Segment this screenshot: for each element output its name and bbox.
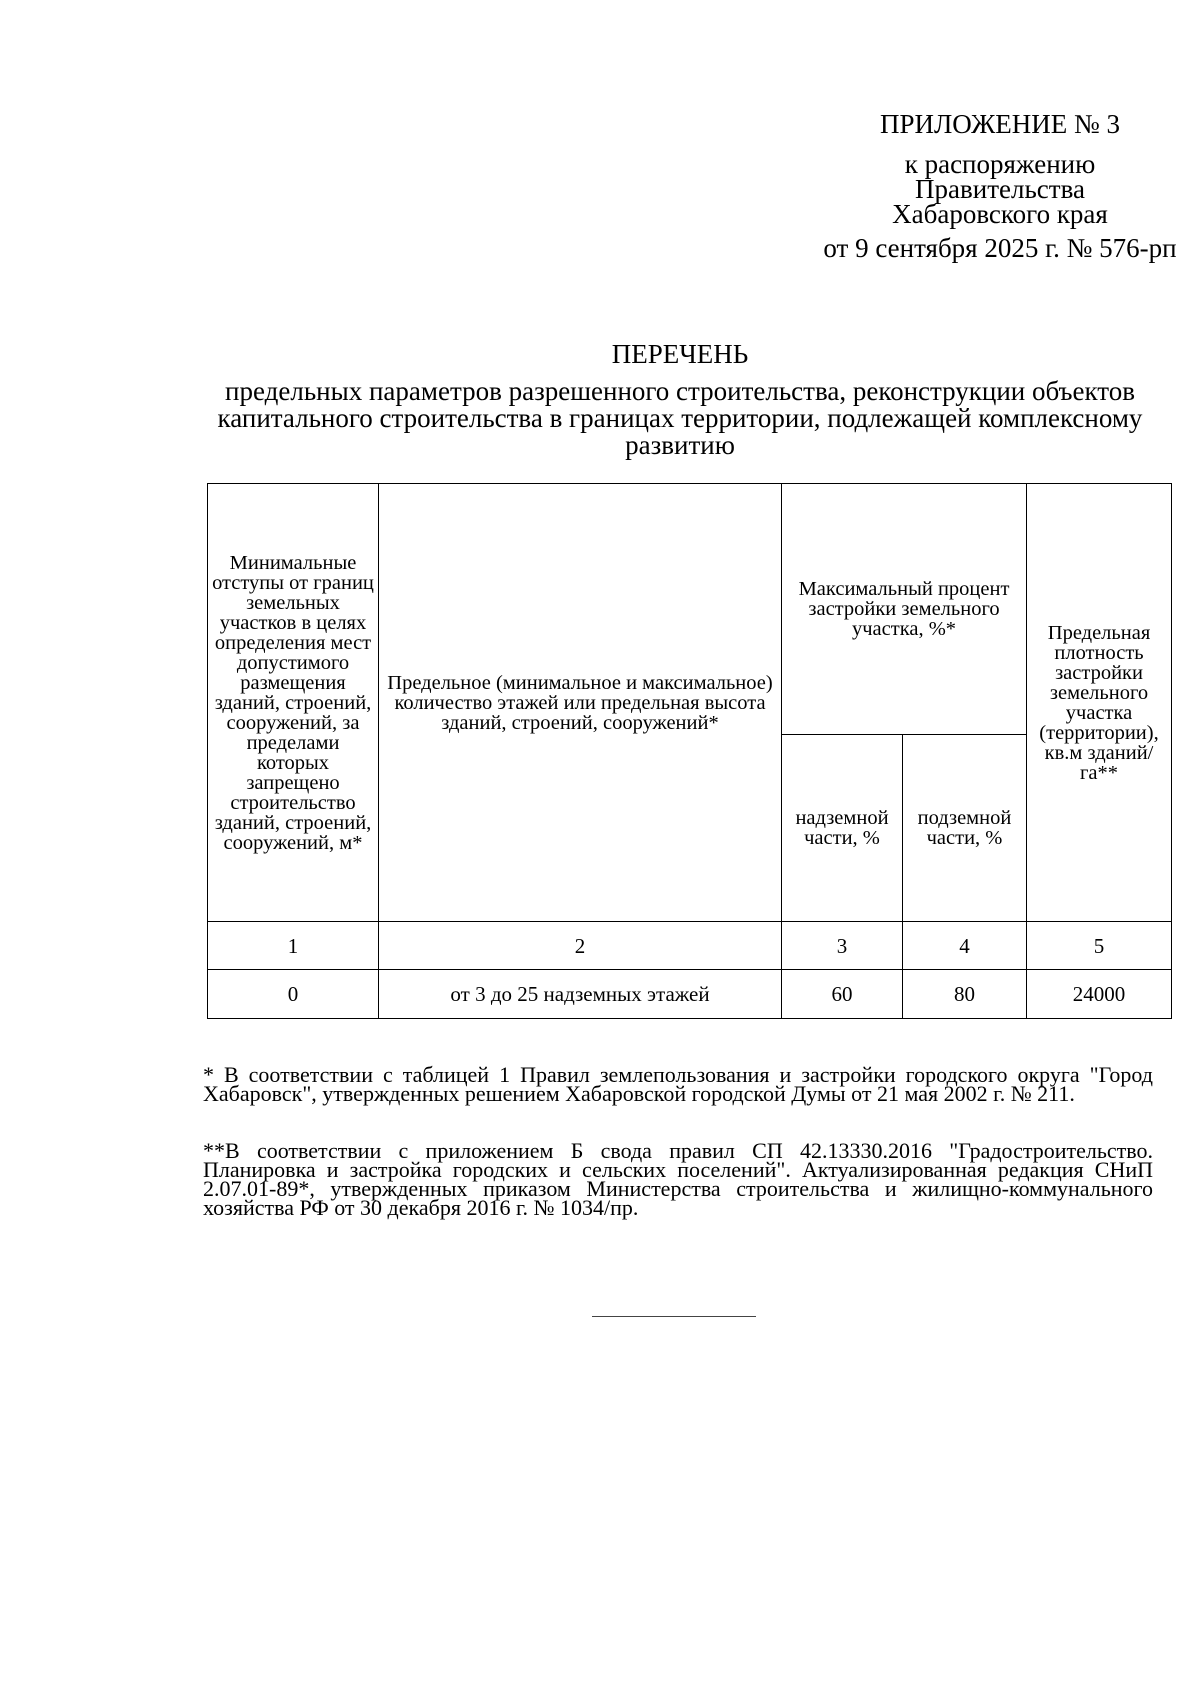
header-floors-height: Предельное (минимальное и максимальное) количество этажей или предельная высота зданий, строений, сооружений* [379, 484, 782, 922]
header-min-setbacks: Минимальные отступы от границ земельных участков в целях определения мест допустимого размещения зданий, строений, сооружений, за пределами которых запрещено строительство зданий, строений, сооружений, м* [208, 484, 379, 922]
header-above-ground: надземной части, % [782, 735, 903, 922]
appendix-title: ПРИЛОЖЕНИЕ № 3 [879, 109, 1121, 139]
column-number: 2 [379, 922, 782, 970]
document-subtitle: предельных параметров разрешенного строительства, реконструкции объектов капитального строительства в границах территории, подлежащей комплексному развитию [217, 376, 1143, 460]
appendix-region: Хабаровского края [892, 199, 1108, 229]
header-density: Предельная плотность застройки земельного участка (территории), кв.м зданий/га** [1027, 484, 1172, 922]
appendix-date-number: от 9 сентября 2025 г. № 576-рп [823, 233, 1177, 263]
table-row [208, 970, 1172, 1019]
header-below-ground: подземной части, % [903, 735, 1027, 922]
column-number: 1 [208, 922, 379, 970]
value-below-ground: 80 [903, 970, 1027, 1019]
value-above-ground: 60 [782, 970, 903, 1019]
document-title: ПЕРЕЧЕНЬ [611, 339, 749, 369]
value-min-setback: 0 [208, 970, 379, 1019]
appendix-government: Правительства [915, 174, 1085, 204]
parameters-table [207, 483, 1172, 1019]
appendix-to-order: к распоряжению [904, 149, 1096, 179]
header-max-built-percent: Максимальный процент застройки земельного участка, %* [782, 484, 1027, 735]
value-floors: от 3 до 25 надземных этажей [379, 970, 782, 1019]
footnote-1: * В соответствии с таблицей 1 Правил землепользования и застройки городского округа "Город Хабаровск", утвержденных решением Хабаровской городской Думы от 21 мая 2002 г. № 211. [203, 1062, 1153, 1106]
value-density: 24000 [1027, 970, 1172, 1019]
column-number: 5 [1027, 922, 1172, 970]
column-numbers-row [208, 922, 1172, 970]
end-divider [592, 1316, 756, 1317]
footnote-2: **В соответствии с приложением Б свода правил СП 42.13330.2016 "Градостроительство. Планировка и застройка городских и сельских поселений". Актуализированная редакция СНиП 2.07.01-89*, утвержденных приказом Министерства строительства и жилищно-коммунального хозяйства РФ от 30 декабря 2016 г. № 1034/пр. [203, 1138, 1153, 1220]
column-number: 3 [782, 922, 903, 970]
column-number: 4 [903, 922, 1027, 970]
